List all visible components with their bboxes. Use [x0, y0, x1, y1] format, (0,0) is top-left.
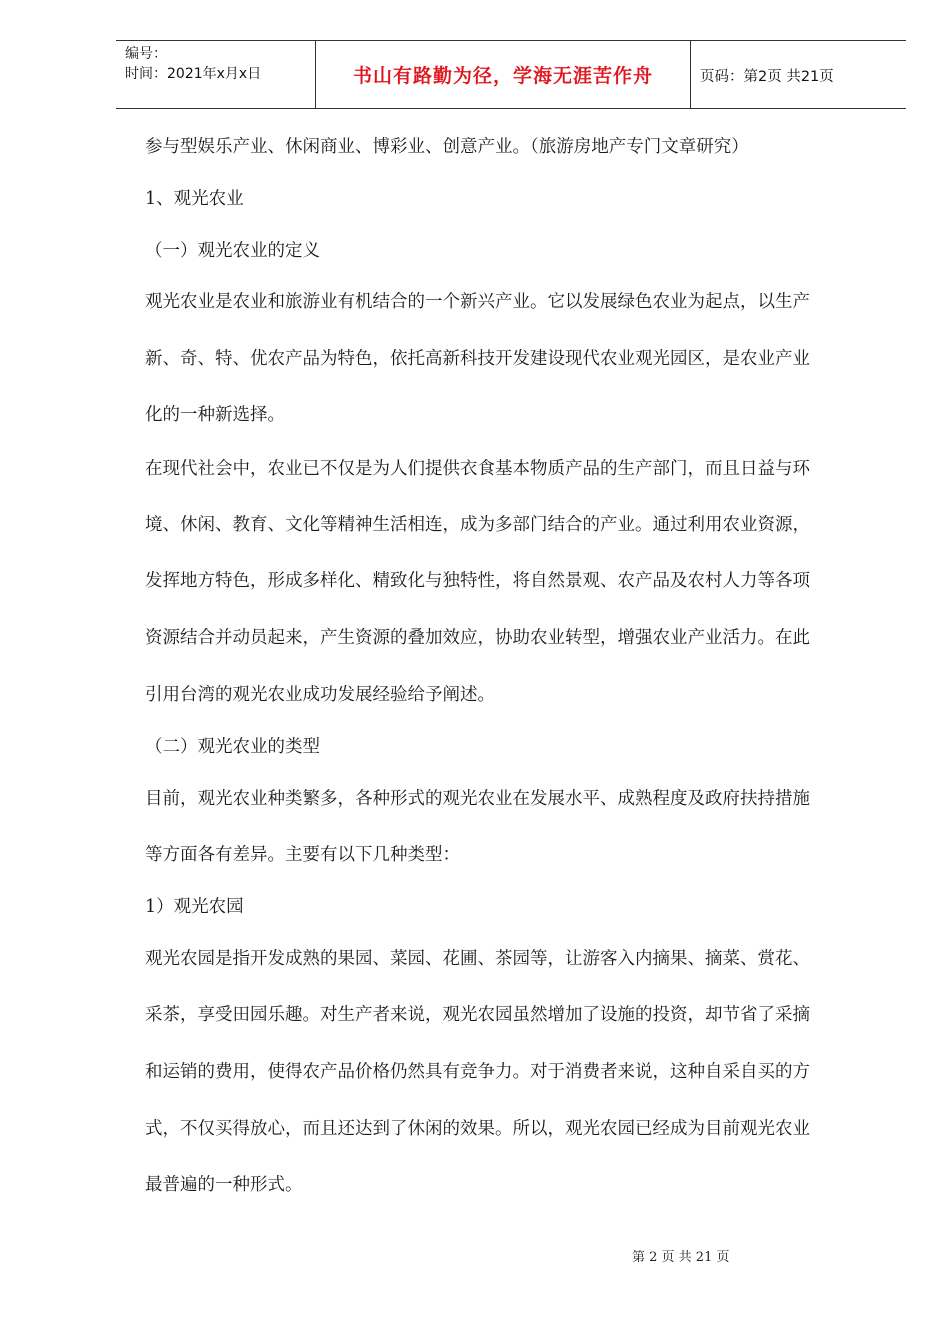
paragraph-line: 境、休闲、教育、文化等精神生活相连，成为多部门结合的产业。通过利用农业资源， [145, 515, 810, 535]
paragraph-line: 最普遍的一种形式。 [145, 1175, 303, 1195]
paragraph-line: 采茶，享受田园乐趣。对生产者来说，观光农园虽然增加了设施的投资，却节省了采摘 [145, 1005, 810, 1025]
paragraph-line: 发挥地方特色，形成多样化、精致化与独特性，将自然景观、农产品及农村人力等各项 [145, 571, 810, 591]
paragraph-line: 参与型娱乐产业、休闲商业、博彩业、创意产业。（旅游房地产专门文章研究） [145, 137, 749, 157]
paragraph-line: 新、奇、特、优农产品为特色，依托高新科技开发建设现代农业观光园区，是农业产业 [145, 349, 810, 369]
subsection-heading: （一）观光农业的定义 [145, 241, 320, 261]
item-heading: 1）观光农园 [145, 897, 244, 917]
paragraph-line: 在现代社会中，农业已不仅是为人们提供衣食基本物质产品的生产部门，而且日益与环 [145, 459, 810, 479]
paragraph-line: 式，不仅买得放心，而且还达到了休闲的效果。所以，观光农园已经成为目前观光农业 [145, 1119, 810, 1139]
document-number-label: 编号： [125, 46, 167, 62]
paragraph-line: 观光农园是指开发成熟的果园、菜园、花圃、茶园等，让游客入内摘果、摘菜、赏花、 [145, 949, 810, 969]
paragraph-line: 和运销的费用，使得农产品价格仍然具有竞争力。对于消费者来说，这种自采自买的方 [145, 1062, 810, 1082]
header-page-cell [690, 41, 906, 108]
paragraph-line: 化的一种新选择。 [145, 405, 285, 425]
subsection-heading: （二）观光农业的类型 [145, 737, 320, 757]
header-page-number: 页码：第2页 共21页 [700, 69, 834, 85]
paragraph-line: 目前，观光农业种类繁多，各种形式的观光农业在发展水平、成熟程度及政府扶持措施 [145, 789, 810, 809]
page-header [116, 40, 906, 109]
section-heading: 1、观光农业 [145, 189, 244, 209]
header-meta-cell [116, 41, 315, 108]
paragraph-line: 资源结合并动员起来，产生资源的叠加效应，协助农业转型，增强农业产业活力。在此 [145, 628, 810, 648]
header-motto-cell [315, 41, 691, 108]
paragraph-line: 观光农业是农业和旅游业有机结合的一个新兴产业。它以发展绿色农业为起点，以生产 [145, 292, 810, 312]
page-footer-number: 第 2 页 共 21 页 [632, 1250, 730, 1265]
paragraph-line: 引用台湾的观光农业成功发展经验给予阐述。 [145, 685, 495, 705]
document-time-label: 时间：2021年x月x日 [125, 66, 262, 82]
header-motto: 书山有路勤为径，学海无涯苦作舟 [352, 65, 653, 87]
paragraph-line: 等方面各有差异。主要有以下几种类型： [145, 845, 460, 865]
